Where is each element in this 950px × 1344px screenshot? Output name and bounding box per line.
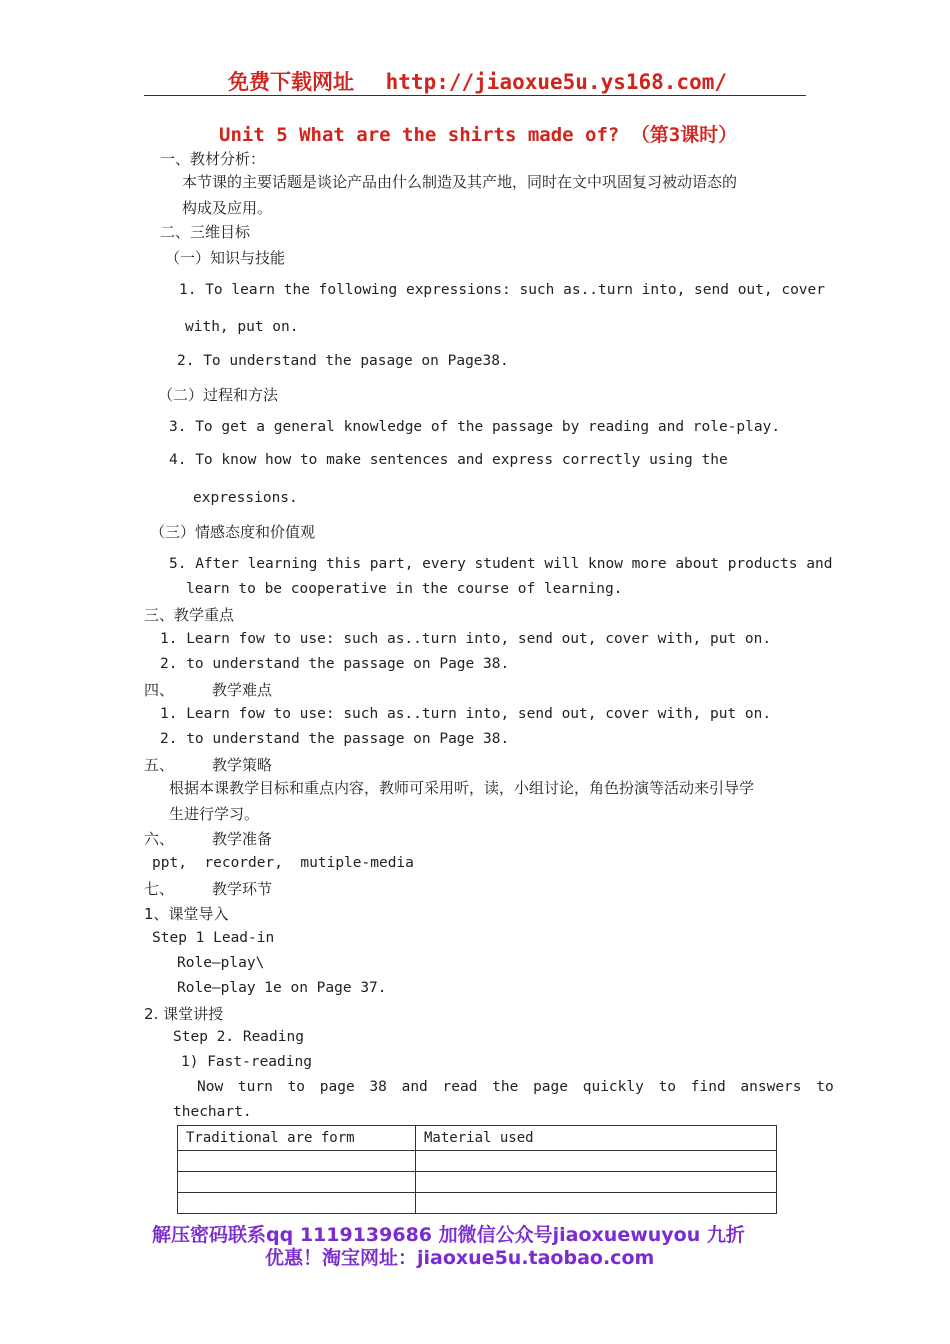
objective-2: 2. To understand the pasage on Page38.: [177, 353, 509, 369]
section-1-paragraph: [182, 169, 737, 221]
section-7-heading: 教学环节: [212, 880, 273, 898]
section-1-heading: 一、教材分析：: [160, 150, 266, 168]
table-cell[interactable]: [416, 1151, 777, 1172]
footer-line-2: 优惠！淘宝网址：jiaoxue5u.taobao.com: [265, 1247, 655, 1269]
section-5-paragraph: [169, 775, 754, 827]
section-1-para-line-1: 本节课的主要话题是谈论产品由什么制造及其产地，同时在文中巩固复习被动语态的: [182, 173, 738, 191]
section-6-number: 六、: [144, 830, 175, 848]
step-2-instructions-line-2: thechart.: [173, 1104, 252, 1120]
table-header-row: [178, 1126, 777, 1151]
objective-1-line-2: with, put on.: [185, 319, 299, 335]
table-header-cell: Material used: [416, 1126, 777, 1151]
objective-5-line-2: learn to be cooperative in the course of learning.: [186, 581, 623, 597]
footer-line-1: 解压密码联系qq 1119139686 加微信公众号jiaoxuewuyou 九折: [152, 1224, 745, 1246]
section-6-heading: 教学准备: [212, 830, 273, 848]
preparation-items: ppt, recorder, mutiple-media: [152, 855, 414, 871]
step-1-title: Step 1 Lead-in: [152, 930, 275, 946]
section-5-para-line-2: 生进行学习。: [169, 805, 260, 823]
section-2-heading: 二、三维目标: [160, 223, 251, 241]
header-url-link[interactable]: http://jiaoxue5u.ys168.com/: [385, 70, 728, 94]
objective-3: 3. To get a general knowledge of the passage by reading and role-play.: [169, 419, 781, 435]
objective-5-line-1: 5. After learning this part, every student will know more about products and: [169, 556, 833, 572]
header: [228, 66, 727, 96]
table-header-cell: Traditional are form: [178, 1126, 416, 1151]
table-cell[interactable]: [178, 1193, 416, 1214]
table-row: [178, 1172, 777, 1193]
section-5-para-line-1: 根据本课教学目标和重点内容，教师可采用听，读，小组讨论，角色扮演等活动来引导学: [169, 779, 755, 797]
header-label: 免费下载网址: [228, 70, 354, 94]
section-4-heading: 教学难点: [212, 681, 273, 699]
table-row: [178, 1151, 777, 1172]
difficulty-1: 1. Learn fow to use: such as..turn into, send out, cover with, put on.: [160, 706, 772, 722]
section-2-sub-1: （一）知识与技能: [165, 249, 286, 267]
key-point-1: 1. Learn fow to use: such as..turn into, send out, cover with, put on.: [160, 631, 772, 647]
section-2-sub-2: （二）过程和方法: [158, 386, 279, 404]
table-row: [178, 1193, 777, 1214]
table-cell[interactable]: [178, 1172, 416, 1193]
table-cell[interactable]: [416, 1172, 777, 1193]
objective-1-line-1: 1. To learn the following expressions: such as..turn into, send out, cover: [179, 282, 826, 298]
header-divider: [144, 95, 806, 96]
objective-4-line-2: expressions.: [193, 490, 298, 506]
section-3-heading: 三、教学重点: [144, 606, 235, 624]
section-2-sub-3: （三）情感态度和价值观: [150, 523, 316, 541]
step-2-item-a: 1) Fast-reading: [181, 1054, 312, 1070]
objective-4-line-1: 4. To know how to make sentences and express correctly using the: [169, 452, 728, 468]
difficulty-2: 2. to understand the passage on Page 38.: [160, 731, 510, 747]
page-title: Unit 5 What are the shirts made of? （第3课时）: [219, 124, 738, 146]
table-cell[interactable]: [178, 1151, 416, 1172]
step-1-item-b: Role—play 1e on Page 37.: [177, 980, 387, 996]
table-cell[interactable]: [416, 1193, 777, 1214]
step-1-item-a: Role—play\: [177, 955, 265, 971]
step-2-title: Step 2. Reading: [173, 1029, 304, 1045]
key-point-2: 2. to understand the passage on Page 38.: [160, 656, 510, 672]
section-5-heading: 教学策略: [212, 756, 273, 774]
section-7-sub-1: 1、课堂导入: [144, 905, 229, 923]
section-5-number: 五、: [144, 756, 175, 774]
section-4-number: 四、: [144, 681, 175, 699]
answer-chart-table: [177, 1125, 777, 1214]
section-1-para-line-2: 构成及应用。: [182, 199, 273, 217]
step-2-instructions-line-1: Now turn to page 38 and read the page quickly to find answers to: [197, 1079, 834, 1095]
section-7-sub-2: 2. 课堂讲授: [144, 1005, 224, 1023]
section-7-number: 七、: [144, 880, 175, 898]
